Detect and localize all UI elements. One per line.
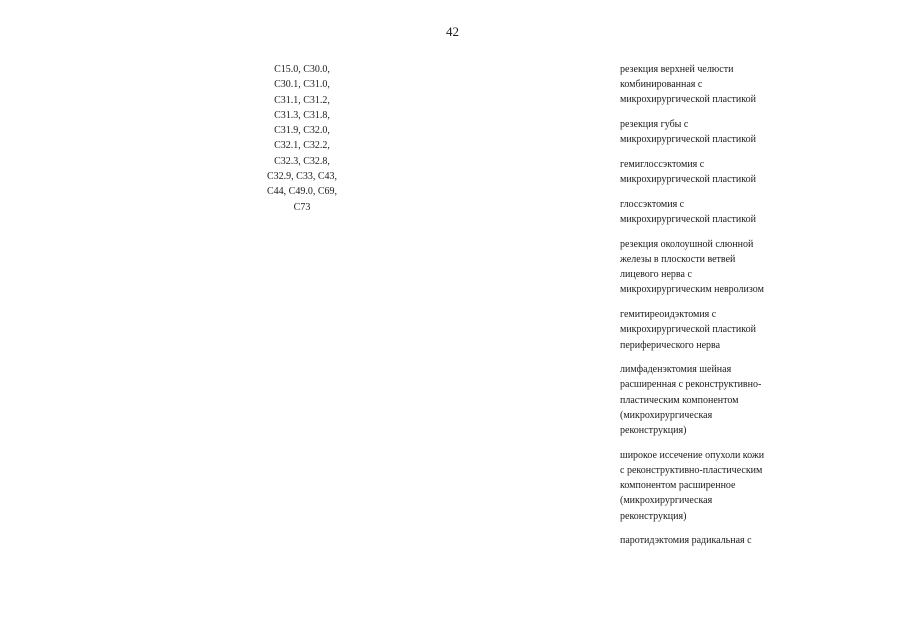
diagnosis-code-line: C31.1, C31.2, — [274, 94, 330, 106]
procedure-line: лимфаденэктомия шейная — [620, 364, 732, 376]
procedure-line: гемиглоссэктомия с — [620, 159, 705, 171]
procedure-list — [620, 62, 795, 558]
procedure-item — [620, 362, 795, 438]
diagnosis-code-line: C32.3, C32.8, — [274, 155, 330, 167]
procedure-item — [620, 197, 795, 227]
page-number: 42 — [446, 24, 459, 39]
procedure-line: (микрохирургическая — [620, 495, 713, 507]
procedure-item — [620, 448, 795, 524]
procedure-line: микрохирургической пластикой — [620, 134, 756, 146]
procedure-line: реконструкция) — [620, 425, 687, 437]
diagnosis-code-line: C15.0, C30.0, — [274, 64, 330, 75]
procedure-line: микрохирургическим невролизом — [620, 284, 764, 296]
procedure-line: компонентом расширенное — [620, 480, 736, 492]
procedure-line: микрохирургической пластикой — [620, 324, 756, 336]
procedure-item — [620, 117, 795, 147]
procedure-item — [620, 62, 795, 108]
procedure-item — [620, 533, 795, 548]
procedure-line: пластическим компонентом — [620, 394, 739, 406]
diagnosis-code-line: C73 — [293, 201, 311, 213]
procedure-line: микрохирургической пластикой — [620, 214, 756, 226]
procedure-item — [620, 157, 795, 187]
procedure-item — [620, 307, 795, 353]
diagnosis-code-line: C44, C49.0, C69, — [266, 186, 337, 198]
diagnosis-code-line: C30.1, C31.0, — [274, 79, 330, 91]
procedure-line: резекция губы с — [620, 119, 689, 131]
procedure-line: резекция околоушной слюнной — [620, 238, 754, 250]
procedure-line: (микрохирургическая — [620, 409, 713, 421]
diagnosis-code-line: C32.9, C33, C43, — [266, 171, 337, 183]
procedure-line: комбинированная с — [620, 79, 703, 91]
procedure-line: паротидэктомия радикальная с — [620, 535, 752, 547]
procedure-line: с реконструктивно-пластическим — [620, 464, 763, 476]
procedure-line: реконструкция) — [620, 510, 687, 522]
procedure-line: глоссэктомия с — [620, 198, 685, 210]
procedure-line: гемитиреоидэктомия с — [620, 309, 717, 321]
procedure-line: расширенная с реконструктивно- — [620, 379, 762, 391]
procedure-line: микрохирургической пластикой — [620, 94, 756, 106]
procedure-line: микрохирургической пластикой — [620, 174, 756, 186]
diagnosis-code-line: C31.3, C31.8, — [274, 109, 330, 121]
diagnosis-code-line: C31.9, C32.0, — [274, 125, 330, 137]
procedure-line: железы в плоскости ветвей — [620, 254, 736, 266]
procedure-item — [620, 237, 795, 298]
diagnosis-codes-block — [243, 62, 361, 215]
procedure-line: резекция верхней челюсти — [620, 64, 734, 75]
diagnosis-code-line: C32.1, C32.2, — [274, 140, 330, 152]
procedure-line: лицевого нерва с — [620, 269, 692, 281]
procedure-line: периферического нерва — [620, 339, 721, 351]
procedure-line: широкое иссечение опухоли кожи — [620, 449, 765, 461]
